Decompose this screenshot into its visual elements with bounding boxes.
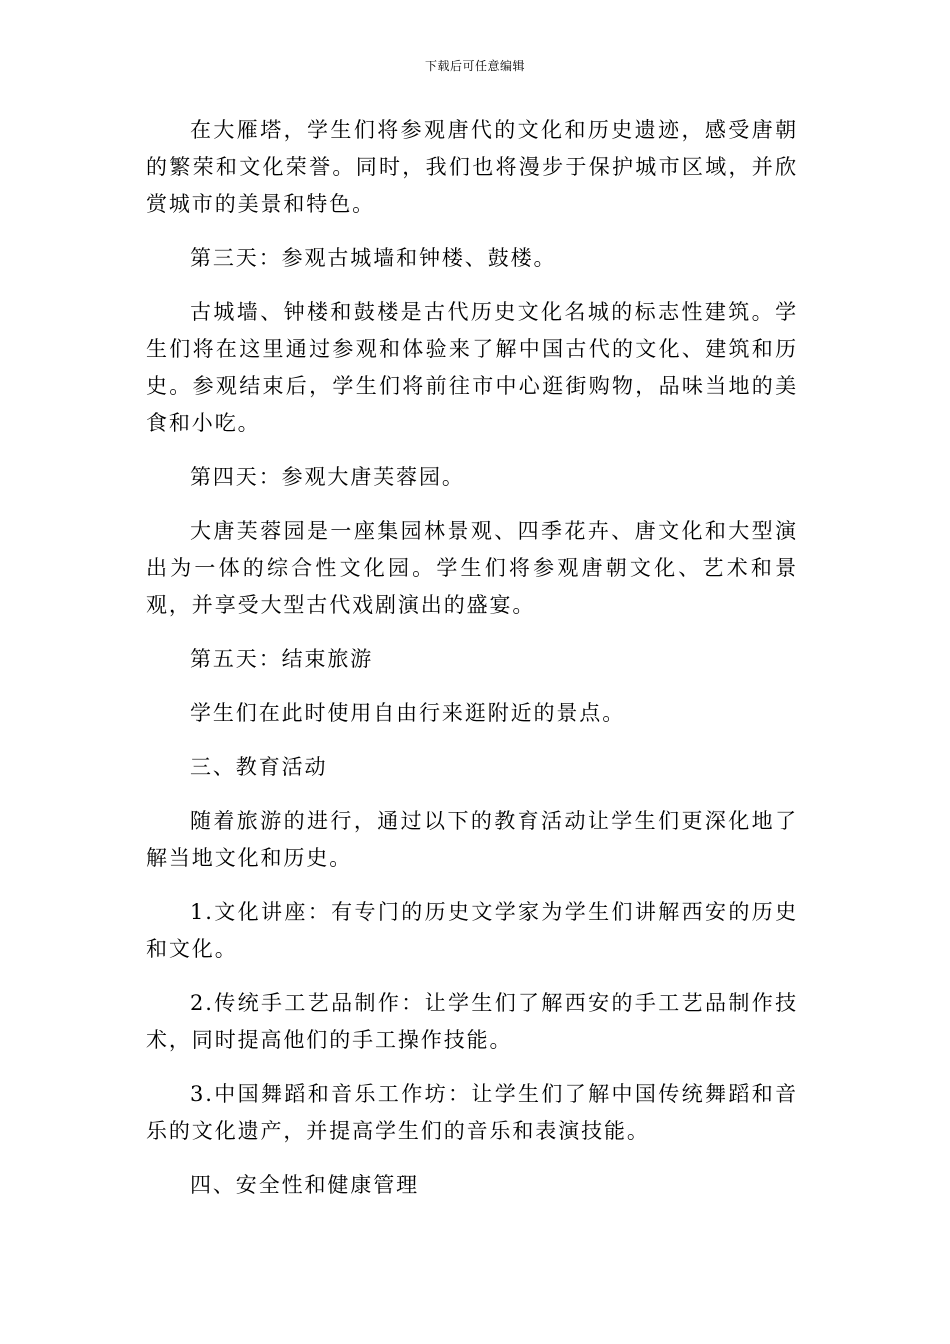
section-heading-education: 三、教育活动	[190, 755, 328, 779]
heading-day-three: 第三天：参观古城墙和钟楼、鼓楼。	[190, 246, 557, 270]
paragraph-city-wall: 古城墙、钟楼和鼓楼是古代历史文化名城的标志性建筑。学生们将在这里通过参观和体验来了解中国古代的文化、建筑和历史。参观结束后，学生们将前往市中心逛街购物，品味当地的美食和小吃。	[146, 300, 798, 435]
header-note: 下载后可任意编辑	[424, 59, 525, 73]
paragraph-dayanta: 在大雁塔，学生们将参观唐代的文化和历史遗迹，感受唐朝的繁荣和文化荣誉。同时，我们也将漫步于保护城市区域，并欣赏城市的美景和特色。	[146, 118, 798, 216]
paragraph-education-intro: 随着旅游的进行，通过以下的教育活动让学生们更深化地了解当地文化和历史。	[146, 809, 798, 870]
heading-day-four: 第四天：参观大唐芙蓉园。	[190, 465, 465, 489]
list-item-dance-music: 3.中国舞蹈和音乐工作坊：让学生们了解中国传统舞蹈和音乐的文化遗产，并提高学生们的音乐和表演技能。	[146, 1082, 798, 1143]
document-body	[146, 112, 798, 1221]
heading-day-five: 第五天：结束旅游	[190, 647, 374, 671]
list-item-handicraft: 2.传统手工艺品制作：让学生们了解西安的手工艺品制作技术，同时提高他们的手工操作技能。	[146, 991, 798, 1052]
paragraph-free-travel: 学生们在此时使用自由行来逛附近的景点。	[190, 701, 626, 725]
list-item-culture-lecture: 1.文化讲座：有专门的历史文学家为学生们讲解西安的历史和文化。	[146, 900, 798, 961]
paragraph-furong-garden: 大唐芙蓉园是一座集园林景观、四季花卉、唐文化和大型演出为一体的综合性文化园。学生们将参观唐朝文化、艺术和景观，并享受大型古代戏剧演出的盛宴。	[146, 519, 798, 617]
section-heading-safety: 四、安全性和健康管理	[190, 1173, 419, 1197]
